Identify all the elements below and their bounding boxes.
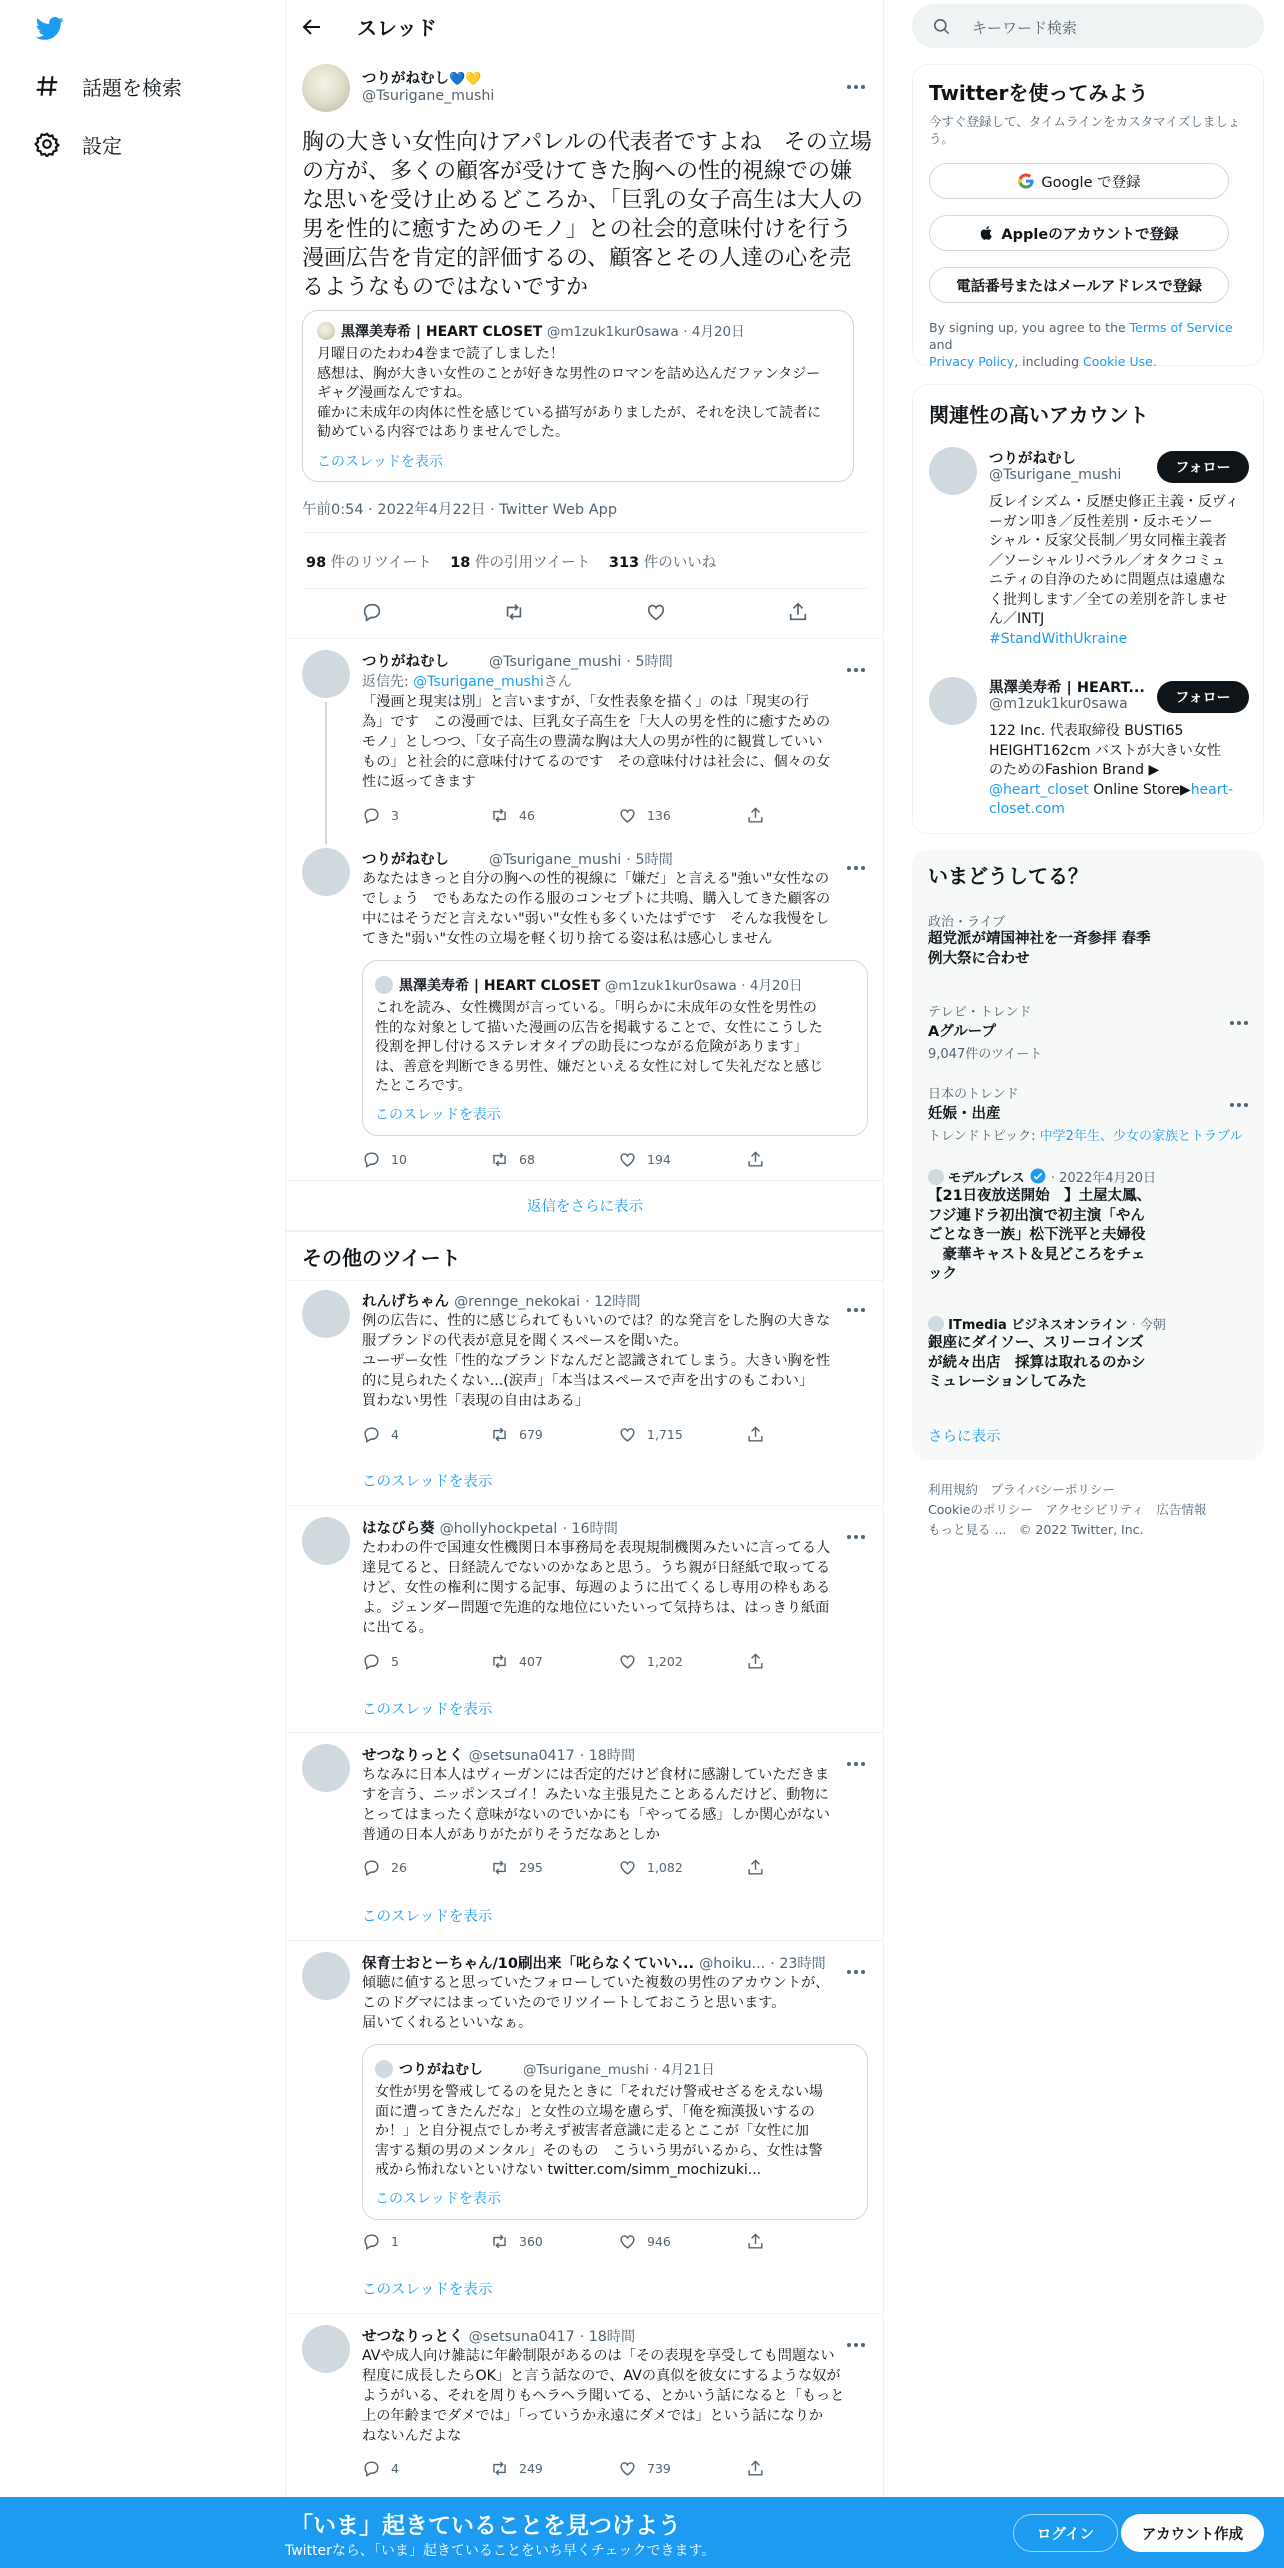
signup-subtitle: 今すぐ登録して、タイムラインをカスタマイズしましょ う。 — [929, 114, 1241, 146]
like-icon — [618, 806, 637, 825]
signup-button[interactable]: アカウント作成 — [1121, 2514, 1264, 2552]
avatar[interactable] — [302, 1517, 350, 1565]
share-button[interactable] — [746, 2232, 775, 2251]
author-emoji: 💙💛 — [449, 72, 482, 87]
reply-to-line: 返信先: @Tsurigane_mushiさん — [362, 674, 572, 690]
more-options-icon[interactable] — [847, 855, 869, 861]
footer-link[interactable]: プライバシーポリシー — [990, 1482, 1115, 1497]
action-bar — [362, 1652, 872, 1672]
quoted-tweet[interactable] — [362, 960, 868, 1136]
show-thread-link[interactable]: このスレッドを表示 — [375, 1107, 501, 1123]
reply-icon — [362, 1652, 381, 1671]
retweet-icon — [490, 806, 509, 825]
more-options-icon[interactable] — [847, 1751, 869, 1757]
reply-button[interactable]: 1 — [362, 2232, 399, 2251]
like-button[interactable]: 194 — [618, 1150, 671, 1169]
more-options-icon[interactable] — [847, 657, 869, 663]
related-accounts-card — [912, 384, 1264, 834]
trends-title: いまどうしてる？ — [928, 864, 1088, 888]
reply-icon — [362, 1858, 381, 1877]
quote-author-line: 黒澤美寿希 | HEART CLOSET @m1zuk1kur0sawa · 4月20日 — [399, 978, 803, 994]
tweet-timestamp[interactable]: 午前0:54 · 2022年4月22日 · Twitter Web App — [302, 502, 618, 518]
author-line — [362, 67, 481, 88]
retweet-icon — [490, 1425, 509, 1444]
account-handle[interactable]: @Tsurigane_mushi — [989, 467, 1122, 483]
tweet-time[interactable]: · 23時間 — [770, 1956, 826, 1972]
tweet-time[interactable]: · 18時間 — [579, 1748, 636, 1764]
footer-links — [928, 1480, 1258, 1540]
author-name[interactable]: はなびら葵 — [362, 1521, 435, 1537]
author-handle[interactable]: @hoiku... — [699, 1956, 766, 1972]
login-button[interactable]: ログイン — [1013, 2514, 1118, 2552]
reply-icon[interactable] — [361, 601, 383, 623]
footer-link[interactable]: アクセシビリティ — [1045, 1502, 1144, 1517]
trends-card: いまどうしてる？ 政治・ライブ 超党派が靖国神社を一斉参拝 春季 例大祭に合わせ テレビ・トレンド Aグループ 9,047件のツイート 日本のトレンド 妊娠・出産 トレンドトピック: 中学2年生、少女の家族とトラブル モデルプレス · 2022年4月20日 【21日夜放送開始 】土屋太鳳、 フジ連ドラ初出演で初主演「やん ごとなき一族」松下洸平と夫婦役 豪華キャスト＆見どころをチェ ック ITmedia ビジネスオンライン · 今朝 銀座にダイソー、スリーコインズ が続々出店 採算は取れるのかシ ミュレーションしてみた さらに表示 — [912, 850, 1264, 1460]
reply-icon — [362, 2459, 381, 2478]
search-input[interactable]: キーワード検索 — [972, 19, 1078, 37]
tweet-text: 「漫画と現実は別」と言いますが、「女性表象を描く」のは「現実の行 為」です この漫画では、巨乳女子高生を「大人の男を性的に癒すための モノ」としつつ、「女子高生の豊満な胸は大人の男が性的に観賞していい もの」と社会的に意味付けてるのです その意味付けは社会に、個々の女 性に返ってきます — [362, 694, 831, 790]
author-handle[interactable]: @Tsurigane_mushi — [362, 88, 495, 104]
like-button[interactable]: 739 — [618, 2459, 671, 2478]
action-bar — [362, 806, 872, 826]
main-action-bar — [286, 598, 884, 628]
author-handle[interactable]: @rennge_nekokai — [454, 1294, 581, 1310]
avatar[interactable] — [302, 1744, 350, 1792]
author-name[interactable]: れんげちゃん — [362, 1294, 449, 1310]
retweet-button[interactable]: 68 — [490, 1150, 535, 1169]
show-thread-link[interactable]: このスレッドを表示 — [362, 1474, 493, 1490]
gear-icon — [34, 131, 60, 157]
tweet-text: 傾聴に値すると思っていたフォローしていた複数の男性のアカウントが、 このドグマにはまっていたのでリツイートしておこうと思います。 届いてくれるといいなぁ。 — [362, 1975, 830, 2031]
author-name[interactable]: せつなりっとく — [362, 2329, 464, 2345]
avatar[interactable] — [302, 64, 350, 112]
show-thread-link[interactable]: このスレッドを表示 — [317, 454, 443, 470]
author-name[interactable]: せつなりっとく — [362, 1748, 464, 1764]
page-title: スレッド — [357, 16, 437, 40]
verified-badge-icon — [1029, 1167, 1047, 1185]
avatar[interactable] — [929, 447, 977, 495]
retweet-icon — [490, 2232, 509, 2251]
hashtag-link[interactable]: #StandWithUkraine — [989, 630, 1128, 647]
follow-button[interactable]: フォロー — [1157, 681, 1249, 713]
share-icon[interactable] — [787, 601, 809, 623]
terms-link[interactable]: Terms of Service — [1129, 320, 1233, 335]
signup-title: Twitterを使ってみよう — [929, 81, 1149, 105]
reply-icon — [362, 2232, 381, 2251]
quote-text: 女性が男を警戒してるのを見たときに「それだけ警戒せざるをえない場 面に遭ってきたんだな」と女性の立場を慮らず、「俺を痴漢扱いするの か！」と自分視点でしか考えず被害者意識に走るとここが「女性に加 害する類の男のメンタル」そのもの こういう男がいるから、女性は警 戒から怖れないといけない twitter.com/simm_mochizuki... — [375, 2084, 823, 2178]
privacy-link[interactable]: Privacy Policy — [929, 354, 1015, 369]
share-button[interactable] — [746, 1652, 775, 1671]
account-handle[interactable]: @m1zuk1kur0sawa — [989, 696, 1128, 712]
like-button[interactable]: 1,082 — [618, 1858, 683, 1877]
like-button[interactable]: 136 — [618, 806, 671, 825]
quote-count[interactable]: 18 件の引用ツイート — [450, 555, 591, 571]
like-button[interactable]: 1,715 — [618, 1425, 683, 1444]
tweet-text: たわわの件で国連女性機関日本事務局を表現規制機関みたいに言ってる人 達見てると、日経読んでないのかなあと思う。うち親が日経紙で取ってる けど、女性の権利に関する記事、毎週のように出てくるし専用の枠もある よ。ジェンダー問題で先進的な地位にいたいって気持ちは、はっきり紙面 に出てる。 — [362, 1540, 831, 1636]
bio-link[interactable]: closet.com — [989, 801, 1065, 817]
quote-avatar — [317, 322, 335, 340]
main-column — [285, 0, 884, 2568]
more-options-icon[interactable] — [847, 2332, 869, 2338]
action-bar — [362, 1425, 872, 1445]
tweet-text: 例の広告に、性的に感じられてもいいのでは？的な発言をした胸の大きな 服ブランドの代表が意見を聞くスペースを聞いた。 ユーザー女性「性的なブランドなんだと認識されてしまう。大きい胸を性 的に見られたくない...(涙声」「本当はスペースで声を出すのもこわい」 買わない男性「表現の自由はある」 — [362, 1313, 831, 1409]
action-bar — [362, 1858, 872, 1878]
show-thread-link[interactable]: このスレッドを表示 — [362, 2282, 493, 2298]
action-bar — [362, 2459, 872, 2479]
quoted-tweet[interactable] — [302, 310, 854, 482]
like-icon[interactable] — [645, 601, 667, 623]
more-options-icon[interactable] — [847, 1959, 869, 1965]
reply-button[interactable]: 10 — [362, 1150, 407, 1169]
like-count[interactable]: 313 件のいいね — [608, 555, 717, 571]
author-handle[interactable]: @Tsurigane_mushi — [489, 852, 622, 868]
like-icon — [618, 1858, 637, 1877]
show-thread-link[interactable]: このスレッドを表示 — [362, 1702, 493, 1718]
signup-terms: By signing up, you agree to the Terms of Service and Privacy Policy, including Cookie Use. — [929, 320, 1233, 369]
left-nav — [0, 0, 284, 2568]
like-button[interactable]: 946 — [618, 2232, 671, 2251]
share-button[interactable] — [746, 2459, 775, 2478]
like-icon — [618, 1425, 637, 1444]
cookie-link[interactable]: Cookie Use. — [1083, 354, 1157, 369]
author-handle[interactable]: @Tsurigane_mushi — [489, 654, 622, 670]
follow-button[interactable]: フォロー — [1157, 451, 1249, 483]
reply-button[interactable]: 5 — [362, 1652, 399, 1671]
show-more-trends-link[interactable]: さらに表示 — [928, 1429, 1001, 1445]
bio-link[interactable]: @heart_closet — [989, 781, 1089, 798]
share-icon — [746, 1425, 765, 1444]
thread-header — [286, 0, 884, 54]
nav-explore-label: 話題を検索 — [82, 75, 182, 100]
reply-button[interactable]: 3 — [362, 806, 399, 825]
signup-banner — [0, 2497, 1284, 2568]
like-button[interactable]: 1,202 — [618, 1652, 683, 1671]
more-options-icon[interactable] — [847, 74, 869, 80]
action-bar — [362, 2232, 872, 2252]
retweet-button[interactable]: 407 — [490, 1652, 543, 1671]
retweet-icon — [490, 1858, 509, 1877]
banner-title: 「いま」起きていることを見つけよう — [290, 2513, 681, 2539]
more-options-icon[interactable] — [1230, 1010, 1252, 1016]
like-icon — [618, 1652, 637, 1671]
author-handle[interactable]: @setsuna0417 — [468, 1748, 575, 1764]
show-thread-link[interactable]: このスレッドを表示 — [375, 2191, 501, 2207]
author-name[interactable]: 保育士おとーちゃん/10刷出来「叱らなくていい... — [362, 1956, 694, 1972]
retweet-button[interactable]: 679 — [490, 1425, 543, 1444]
retweet-button[interactable]: 360 — [490, 2232, 543, 2251]
tweet-time[interactable]: · 5時間 — [626, 852, 673, 868]
like-icon — [618, 1150, 637, 1169]
reply-icon — [362, 806, 381, 825]
avatar[interactable] — [302, 1952, 350, 2000]
reply-button[interactable]: 26 — [362, 1858, 407, 1877]
reply-icon — [362, 1425, 381, 1444]
avatar[interactable] — [302, 848, 350, 896]
tweet-time[interactable]: · 18時間 — [579, 2329, 636, 2345]
tweet-time[interactable]: · 5時間 — [626, 654, 673, 670]
author-handle[interactable]: @setsuna0417 — [468, 2329, 575, 2345]
footer-link[interactable]: 利用規約 — [928, 1482, 979, 1497]
quote-avatar — [375, 976, 393, 994]
footer-more-link[interactable]: もっと見る ... — [928, 1522, 1007, 1537]
share-button[interactable] — [746, 1150, 775, 1169]
quote-avatar — [375, 2060, 393, 2078]
apple-signup-button[interactable]: Appleのアカウントで登録 — [929, 215, 1229, 251]
retweet-icon — [490, 2459, 509, 2478]
share-icon — [746, 806, 765, 825]
more-options-icon[interactable] — [1230, 1092, 1252, 1098]
google-signup-button[interactable]: Google で登録 — [929, 163, 1229, 199]
source-avatar — [928, 1169, 944, 1185]
copyright: © 2022 Twitter, Inc. — [1018, 1522, 1144, 1537]
retweet-button[interactable]: 295 — [490, 1858, 543, 1877]
avatar[interactable] — [302, 1290, 350, 1338]
avatar[interactable] — [302, 2325, 350, 2373]
footer-link[interactable]: 広告情報 — [1156, 1502, 1207, 1517]
other-tweets-heading: その他のツイート — [302, 1246, 461, 1270]
quote-text: 月曜日のたわわ4巻まで読了しました！ 感想は、胸が大きい女性のことが好きな男性のロマンを詰め込んだファンタジー ギャグ漫画なんですね。 確かに未成年の肉体に性を感じている描写がありましたが、それを決して読者に 勧めている内容ではありませんでした。 — [317, 346, 821, 440]
nav-settings[interactable] — [34, 128, 122, 160]
author-handle[interactable]: @hollyhockpetal — [439, 1521, 558, 1537]
retweet-button[interactable]: 46 — [490, 806, 535, 825]
tweet-text: ちなみに日本人はヴィーガンには否定的だけど食材に感謝していただきま すを言う、ニッポンスゴイ！みたいな主張見たことあるんだけど、動物に とってはまったく意味がないのでいかにも「やってる感」しか関心がない 普通の日本人がありがたがりそうだなあとしか — [362, 1767, 830, 1843]
back-arrow-icon[interactable] — [300, 15, 324, 39]
like-icon — [618, 2459, 637, 2478]
quoted-tweet[interactable] — [362, 2044, 868, 2220]
like-icon — [618, 2232, 637, 2251]
reply-button[interactable]: 4 — [362, 2459, 399, 2478]
signup-card — [912, 64, 1264, 369]
search-bar[interactable] — [912, 4, 1264, 48]
account-bio: 122 Inc. 代表取締役 BUSTI65 HEIGHT162cm バストが大きい女性 のためのFashion Brand ▶ @heart_closet Online Store▶heart- closet.com — [989, 722, 1259, 820]
apple-icon — [979, 225, 995, 241]
share-button[interactable] — [746, 1425, 775, 1444]
share-icon — [746, 1150, 765, 1169]
share-icon — [746, 1858, 765, 1877]
show-more-replies-link[interactable]: 返信をさらに表示 — [527, 1199, 643, 1215]
tweet-time[interactable]: · 16時間 — [562, 1521, 618, 1537]
related-title: 関連性の高いアカウント — [929, 403, 1149, 427]
share-button[interactable] — [746, 1858, 775, 1877]
google-icon — [1017, 172, 1035, 190]
share-icon — [746, 2459, 765, 2478]
hashtag-icon — [34, 73, 60, 99]
quote-author-line: つりがねむし @Tsurigane_mushi · 4月21日 — [399, 2062, 715, 2078]
reply-to-handle[interactable]: @Tsurigane_mushi — [413, 674, 544, 690]
share-button[interactable] — [746, 806, 775, 825]
share-icon — [746, 2232, 765, 2251]
quote-text: これを読み、女性機関が言っている。「明らかに未成年の女性を男性の 性的な対象として描いた漫画の広告を掲載することで、女性にこうした 役割を押し付けるステレオタイプの助長につながる危険があります」 は、善意を判断できる男性、嫌だといえる女性に対して失礼だなと感じ たところです。 — [375, 1000, 823, 1094]
reply-button[interactable]: 4 — [362, 1425, 399, 1444]
show-thread-link[interactable]: このスレッドを表示 — [362, 1909, 493, 1925]
tweet-text: 胸の大きい女性向けアパレルの代表者ですよね その立場の方が、多くの顧客が受けてきた胸への性的視線での嫌な思いを受け止めるどころか、「巨乳の女子高生は大人の男を性的に癒すためのモノ」との社会的意味付けを行う漫画広告を肯定的評価するの、顧客とその人達の心を売るようなものではないですか — [302, 130, 872, 300]
footer-link[interactable]: Cookieのポリシー — [928, 1502, 1033, 1517]
account-name[interactable]: つりがねむし — [989, 451, 1076, 467]
more-options-icon[interactable] — [847, 1524, 869, 1530]
author-name[interactable]: つりがねむし — [362, 654, 449, 670]
tweet-time[interactable]: · 12時間 — [585, 1294, 641, 1310]
tweet-text: AVや成人向け雑誌に年齢制限があるのは「その表現を享受しても問題ない 程度に成長したらOK」と言う話なので、AVの真似を彼女にするような奴が ようがいる、それを周りもヘラヘラ聞いてる、とかいう話になると「もっと 上の年齢までダメでは」「っていうか永遠にダメでは」という話になりか ねないんだよな — [362, 2348, 845, 2444]
author-name[interactable]: つりがねむし — [362, 71, 449, 87]
avatar[interactable] — [929, 677, 977, 725]
quote-author-line — [341, 320, 745, 341]
nav-explore[interactable] — [34, 70, 182, 102]
retweet-icon[interactable] — [503, 601, 525, 623]
tweet-stats — [306, 551, 716, 572]
quote-date: · 4月20日 — [683, 324, 745, 340]
thread-line — [325, 702, 327, 844]
retweet-button[interactable]: 249 — [490, 2459, 543, 2478]
more-options-icon[interactable] — [847, 1297, 869, 1303]
search-icon — [932, 17, 951, 36]
twitter-logo-icon[interactable] — [34, 14, 66, 42]
phone-email-signup-button[interactable]: 電話番号またはメールアドレスで登録 — [929, 267, 1229, 303]
quote-author-name: 黒澤美寿希 | HEART CLOSET — [341, 324, 543, 340]
nav-settings-label: 設定 — [82, 133, 122, 158]
bio-link[interactable]: heart- — [1190, 781, 1234, 798]
account-name[interactable]: 黒澤美寿希 | HEART... — [989, 680, 1145, 696]
quote-author-handle: @m1zuk1kur0sawa — [546, 324, 679, 340]
share-icon — [746, 1652, 765, 1671]
banner-subtitle: Twitterなら、「いま」起きていることをいち早くチェックできます。 — [285, 2543, 716, 2559]
source-avatar — [928, 1316, 944, 1332]
account-bio: 反レイシズム・反歴史修正主義・反ヴィ ーガン叩き／反性差別・反ホモソー シャル・反家父長制／男女同権主義者 ／ソーシャルリベラル／オタクコミュ ニティの自浄のために問題点は遠慮な く批判します／全ての差別を許しませ ん／INTJ #StandWithUkraine — [989, 493, 1259, 649]
retweet-count[interactable]: 98 件のリツイート — [306, 555, 432, 571]
retweet-icon — [490, 1150, 509, 1169]
avatar[interactable] — [302, 650, 350, 698]
action-bar — [362, 1150, 872, 1170]
tweet-text: あなたはきっと自分の胸への性的視線に「嫌だ」と言える"強い"女性なの でしょう でもあなたの作る服のコンセプトに共鳴、購入してきた顧客の 中にはそうだと言えない"弱い"女性も多くいたはずです そんな我慢をし てきた"弱い"女性の立場を軽く切り捨てる姿は私は感心しません — [362, 871, 831, 947]
reply-icon — [362, 1150, 381, 1169]
retweet-icon — [490, 1652, 509, 1671]
author-name[interactable]: つりがねむし — [362, 852, 449, 868]
